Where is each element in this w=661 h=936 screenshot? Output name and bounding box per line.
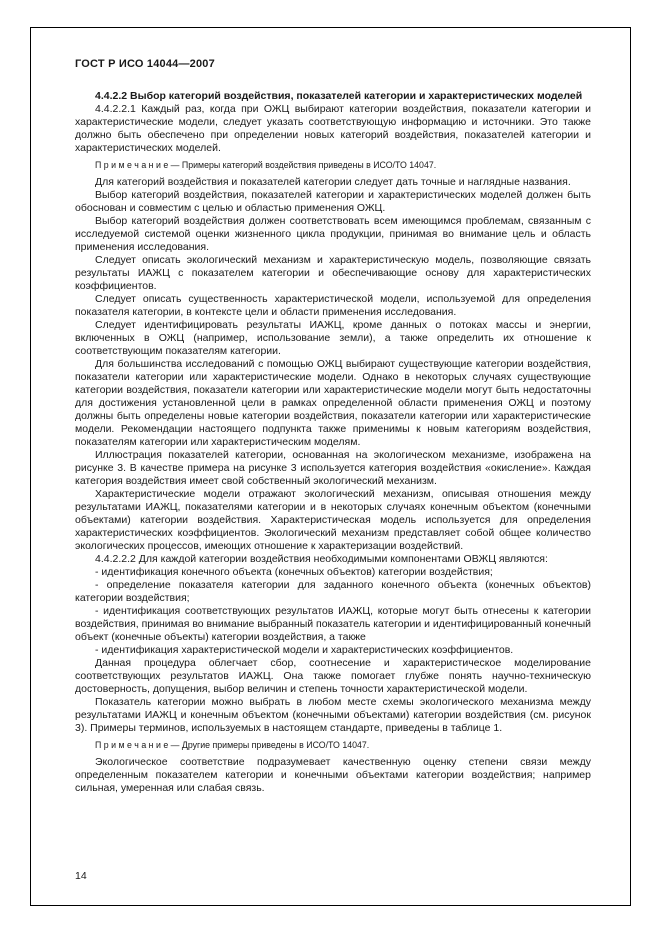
- paragraph: Следует описать существенность характеристической модели, используемой для определения показателя категории, в контексте цели и области применения исследования.: [75, 293, 591, 318]
- paragraph: 4.4.2.2.2 Для каждой категории воздействия необходимыми компонентами ОВЖЦ являются:: [95, 553, 548, 565]
- note: П р и м е ч а н и е — Другие примеры приведены в ИСО/ТО 14047.: [95, 740, 370, 750]
- page-number: 14: [75, 870, 87, 882]
- list-item: - определение показателя категории для заданного конечного объекта (конечных объектов) категории воздействия;: [75, 579, 591, 604]
- paragraph: Характеристические модели отражают экологический механизм, описывая отношения между результатами ИАЖЦ, показателями категории и в некоторых случаях конечным объектом (конечными объектами) категории воздействия. Характеристическая модель используется для определения характеристических коэффициентов. Экологический механизм представляет собой общее количество экологических процессов, имеющих отношение к характеризации воздействий.: [75, 488, 591, 552]
- list-item: - идентификация конечного объекта (конечных объектов) категории воздействия;: [95, 566, 493, 578]
- paragraph: Выбор категорий воздействия должен соответствовать всем имеющимся проблемам, связанным с исследуемой системой оценки жизненного цикла продукции, принимая во внимание цель и область применения исследования.: [75, 215, 591, 253]
- paragraph: Иллюстрация показателей категории, основанная на экологическом механизме, изображена на рисунке 3. В качестве примера на рисунке 3 используется категория воздействия «окисление». Каждая категория воздействия имеет свой собственный экологический механизм.: [75, 449, 591, 487]
- paragraph: Экологическое соответствие подразумевает качественную оценку степени связи между определенным показателем категории и конечными объектами категории воздействия; например сильная, умеренная или слабая связь.: [75, 756, 591, 794]
- note: П р и м е ч а н и е — Примеры категорий воздействия приведены в ИСО/ТО 14047.: [95, 160, 437, 170]
- paragraph: 4.4.2.2.1 Каждый раз, когда при ОЖЦ выбирают категории воздействия, показатели категории и характеристические модели, следует указать соответствующую информацию и источники. Это также должно быть обеспечено при определении новых категорий воздействия, показателей категории и характеристических моделей.: [75, 103, 591, 154]
- list-item: - идентификация соответствующих результатов ИАЖЦ, которые могут быть отнесены к категории воздействия, принимая во внимание выбранный показатель категории и идентифицированный конечный объект (конечные объекты) категории воздействия, а также: [75, 605, 591, 643]
- paragraph: Следует описать экологический механизм и характеристическую модель, позволяющие связать результаты ИАЖЦ с показателем категории и обеспечивающие основу для характеристических коэффициентов.: [75, 254, 591, 292]
- paragraph: Показатель категории можно выбрать в любом месте схемы экологического механизма между результатами ИАЖЦ и конечным объектом (конечными объектами) категории воздействия (см. рисунок 3). Примеры терминов, используемых в настоящем стандарте, приведены в таблице 1.: [75, 696, 591, 734]
- paragraph: Для большинства исследований с помощью ОЖЦ выбирают существующие категории воздействия, показатели категории или характеристические модели. Однако в некоторых случаях существующие категории воздействия, показатели категории или характеристические модели могут быть недостаточны для достижения установленной цели в рамках определенной области применения ОЖЦ и поэтому должны быть определены новые категории воздействия, показатели категории или характеристические модели. Рекомендации настоящего подпункта также применимы к новым категориям воздействия, показателям категории или характеристическим моделям.: [75, 358, 591, 448]
- document-header: ГОСТ Р ИСО 14044—2007: [75, 58, 215, 70]
- document-content: [75, 90, 591, 795]
- paragraph: Выбор категорий воздействия, показателей категории и характеристических моделей должен быть обоснован и совместим с целью и областью применения ОЖЦ.: [75, 189, 591, 214]
- list-item: - идентификация характеристической модели и характеристических коэффициентов.: [95, 644, 514, 656]
- paragraph: Следует идентифицировать результаты ИАЖЦ, кроме данных о потоках массы и энергии, включенных в ОЖЦ (например, использование земли), а также определить их отношение к соответствующим показателям категории.: [75, 319, 591, 357]
- paragraph: Данная процедура облегчает сбор, соотнесение и характеристическое моделирование соответствующих результатов ИАЖЦ. Она также помогает глубже понять научно-техническую достоверность, допущения, выбор величин и степень точности характеристической модели.: [75, 657, 591, 695]
- paragraph: Для категорий воздействия и показателей категории следует дать точные и наглядные названия.: [95, 176, 571, 188]
- section-heading: 4.4.2.2 Выбор категорий воздействия, показателей категории и характеристических моделей: [95, 90, 583, 102]
